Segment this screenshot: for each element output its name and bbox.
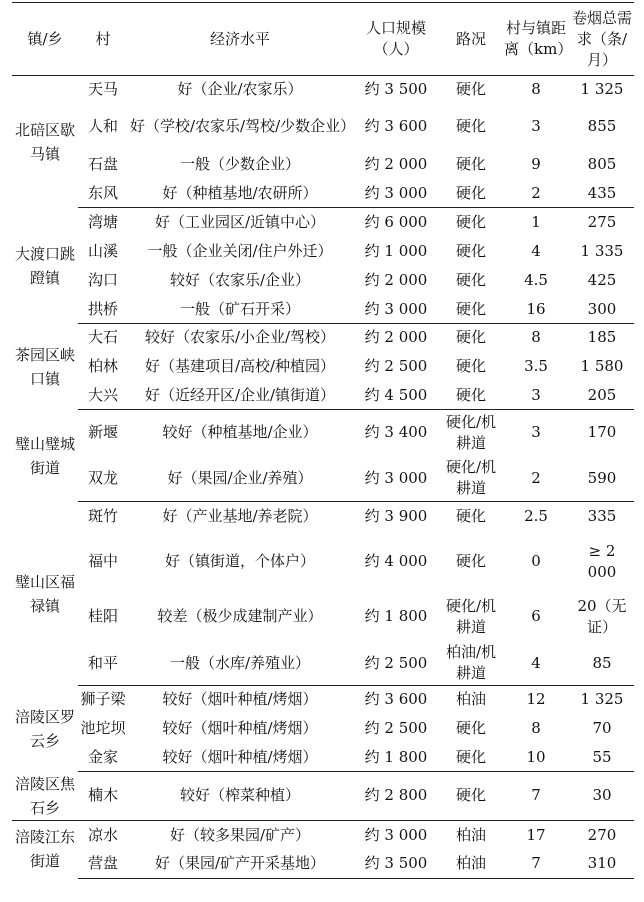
town-cell: 璧山璧城街道 [14,434,75,477]
population-cell: 约 3 500 [352,850,440,878]
road-cell: 硬化 [440,296,502,324]
village-cell: 双龙 [78,456,128,502]
population-cell: 约 2 000 [364,328,428,347]
demand-cell: ≥ 2 000 [587,541,617,581]
demand-cell: 805 [587,155,617,173]
table-header [12,3,634,76]
village-cell: 斑竹 [87,507,118,526]
population-cell: 约 4 000 [364,552,428,570]
village-cell: 石盘 [87,155,118,173]
village-cell: 新堰 [87,423,118,442]
road-cell: 硬化 [440,180,502,208]
distance-cell: 3 [531,423,541,442]
header-road: 路况 [440,3,502,76]
road-cell: 柏油 [455,690,486,709]
header-village: 村 [78,3,128,76]
population-cell: 约 3 600 [364,117,428,135]
distance-cell: 4 [531,242,541,260]
demand-cell: 85 [570,642,634,686]
road-cell: 硬化 [455,271,486,289]
village-cell: 天马 [87,80,118,99]
village-cell: 柏林 [87,357,118,375]
population-cell: 约 3 900 [364,507,428,526]
village-cell: 金家 [78,744,128,772]
distance-cell: 3.5 [524,357,548,375]
distance-cell: 1 [531,213,541,232]
economy-cell: 好（工业园区/近镇中心） [154,213,326,232]
population-cell: 约 3 500 [364,80,428,99]
population-cell: 约 2 500 [364,357,428,375]
road-cell: 硬化 [455,552,486,570]
table-row [12,150,634,180]
economy-cell: 好（较多果园/矿产） [169,825,311,844]
economy-cell: 较好（烟叶种植/烤烟） [128,744,352,772]
village-cell: 人和 [87,117,118,135]
table-row [12,266,634,296]
header-town: 镇/乡 [12,3,78,76]
village-cell: 东风 [78,180,128,208]
table-row [12,238,634,266]
table-row [12,324,634,352]
distance-cell: 8 [531,80,541,99]
header-demand: 卷烟总需求（条/月） [570,3,634,76]
distance-cell: 0 [531,552,541,570]
village-cell: 凉水 [87,825,118,844]
distance-cell: 9 [531,155,541,173]
road-cell: 硬化 [455,242,486,260]
table-body [12,76,634,879]
population-cell: 约 3 000 [364,825,428,844]
demand-cell: 20（无证） [577,596,627,636]
population-cell: 约 1 800 [364,607,428,625]
population-cell: 约 3 000 [352,456,440,502]
distance-cell: 3 [502,382,570,410]
economy-cell: 较好（种植基地/企业） [162,423,318,442]
demand-cell: 435 [570,180,634,208]
economy-cell: 一般（少数企业） [179,155,300,173]
table-row [12,642,634,686]
economy-cell: 一般（企业关闭/住户外迁） [147,242,333,260]
distance-cell: 6 [531,607,541,625]
village-cell: 池坨坝 [80,719,126,737]
economy-cell: 一般（水库/养殖业） [128,642,352,686]
road-cell: 硬化 [455,213,486,232]
village-cell: 营盘 [78,850,128,878]
village-cell: 拱桥 [78,296,128,324]
town-cell: 大渡口跳蹬镇 [14,244,75,287]
village-cell: 山溪 [87,242,118,260]
demand-cell: 335 [587,507,617,526]
population-cell: 约 2 800 [352,772,440,821]
town-cell: 茶园区峡口镇 [14,345,75,388]
road-cell: 柏油 [455,825,486,844]
road-cell: 硬化 [440,382,502,410]
cigarette-demand-table [12,2,634,879]
table-row [12,76,634,104]
road-cell: 硬化 [455,328,486,347]
distance-cell: 17 [526,825,546,844]
distance-cell: 3 [531,117,541,135]
population-cell: 约 4 500 [352,382,440,410]
demand-cell: 270 [587,825,617,844]
distance-cell: 2.5 [524,507,548,526]
village-cell: 湾塘 [87,213,118,232]
table-row [12,208,634,238]
village-cell: 福中 [87,552,118,570]
demand-cell: 170 [587,423,617,442]
table-row [12,296,634,324]
distance-cell: 12 [526,690,546,709]
table-row [12,820,634,850]
demand-cell: 275 [587,213,617,232]
distance-cell: 8 [531,719,541,737]
economy-cell: 一般（矿石开采） [128,296,352,324]
town-cell: 涪陵江东街道 [14,828,75,871]
header-population: 人口规模（人） [352,3,440,76]
village-cell: 楠木 [78,772,128,821]
demand-cell: 590 [570,456,634,502]
economy-cell: 较好（农家乐/企业） [169,271,311,289]
economy-cell: 较好（农家乐/小企业/驾校） [144,328,336,347]
road-cell: 硬化 [455,80,486,99]
population-cell: 约 1 000 [364,242,428,260]
demand-cell: 425 [587,271,617,289]
town-cell: 璧山区福禄镇 [14,572,75,615]
population-cell: 约 6 000 [364,213,428,232]
header-economy: 经济水平 [128,3,352,76]
economy-cell: 较好（烟叶种植/烤烟） [162,690,318,709]
demand-cell: 30 [570,772,634,821]
road-cell: 硬化 [455,357,486,375]
table-row [12,180,634,208]
road-cell: 硬化/机耕道 [440,456,502,502]
population-cell: 约 3 400 [364,423,428,442]
economy-cell: 较差（极少成建制产业） [157,607,323,625]
economy-cell: 较好（榨菜种植） [128,772,352,821]
table-row [12,744,634,772]
table-row [12,592,634,642]
population-cell: 约 3 600 [364,690,428,709]
village-cell: 大石 [87,328,118,347]
distance-cell: 2 [502,180,570,208]
demand-cell: 55 [570,744,634,772]
table-row [12,104,634,150]
distance-cell: 2 [502,456,570,502]
demand-cell: 1 580 [580,357,624,375]
population-cell: 约 2 500 [352,642,440,686]
population-cell: 约 2 000 [364,155,428,173]
economy-cell: 好（种植基地/农研所） [128,180,352,208]
economy-cell: 好（企业/农家乐） [177,80,303,99]
demand-cell: 1 325 [580,80,624,99]
road-cell: 硬化 [455,719,486,737]
economy-cell: 好（果园/矿产开采基地） [128,850,352,878]
village-cell: 狮子梁 [80,690,126,709]
village-cell: 和平 [78,642,128,686]
road-cell: 硬化 [455,155,486,173]
village-cell: 沟口 [87,271,118,289]
village-cell: 大兴 [78,382,128,410]
population-cell: 约 3 000 [352,296,440,324]
distance-cell: 4 [502,642,570,686]
economy-cell: 好（镇街道，个体户） [164,552,315,570]
demand-cell: 70 [592,719,612,737]
demand-cell: 855 [587,117,617,135]
economy-cell: 好（果园/企业/养殖） [128,456,352,502]
town-cell: 北碚区歇马镇 [14,120,75,163]
distance-cell: 8 [531,328,541,347]
table-row [12,714,634,744]
demand-cell: 205 [570,382,634,410]
road-cell: 硬化/机耕道 [445,596,497,636]
demand-cell: 1 335 [580,242,624,260]
road-cell: 硬化 [455,117,486,135]
table-row [12,382,634,410]
table-row [12,502,634,532]
road-cell: 柏油 [440,850,502,878]
economy-cell: 较好（烟叶种植/烤烟） [162,719,318,737]
distance-cell: 16 [502,296,570,324]
table-row [12,532,634,592]
road-cell: 硬化 [455,507,486,526]
demand-cell: 185 [587,328,617,347]
road-cell: 硬化 [440,744,502,772]
road-cell: 硬化 [440,772,502,821]
economy-cell: 好（近经开区/企业/镇街道） [128,382,352,410]
population-cell: 约 2 000 [364,271,428,289]
table-row [12,772,634,821]
road-cell: 柏油/机耕道 [440,642,502,686]
village-cell: 桂阳 [87,607,118,625]
economy-cell: 好（产业基地/养老院） [162,507,318,526]
distance-cell: 10 [502,744,570,772]
distance-cell: 7 [502,850,570,878]
town-cell: 涪陵区罗云乡 [14,707,75,750]
population-cell: 约 3 000 [352,180,440,208]
demand-cell: 310 [570,850,634,878]
distance-cell: 4.5 [524,271,548,289]
distance-cell: 7 [502,772,570,821]
economy-cell: 好（基建项目/高校/种植园） [144,357,336,375]
demand-cell: 1 325 [580,690,624,709]
table-row [12,686,634,714]
town-cell: 涪陵区焦石乡 [12,772,78,821]
header-distance: 村与镇距离（km） [502,3,570,76]
table-row [12,410,634,456]
table-row [12,850,634,878]
table-row [12,456,634,502]
demand-cell: 300 [570,296,634,324]
economy-cell: 好（学校/农家乐/驾校/少数企业） [130,117,356,135]
population-cell: 约 2 500 [364,719,428,737]
population-cell: 约 1 800 [352,744,440,772]
road-cell: 硬化/机耕道 [445,412,497,452]
table-row [12,352,634,382]
